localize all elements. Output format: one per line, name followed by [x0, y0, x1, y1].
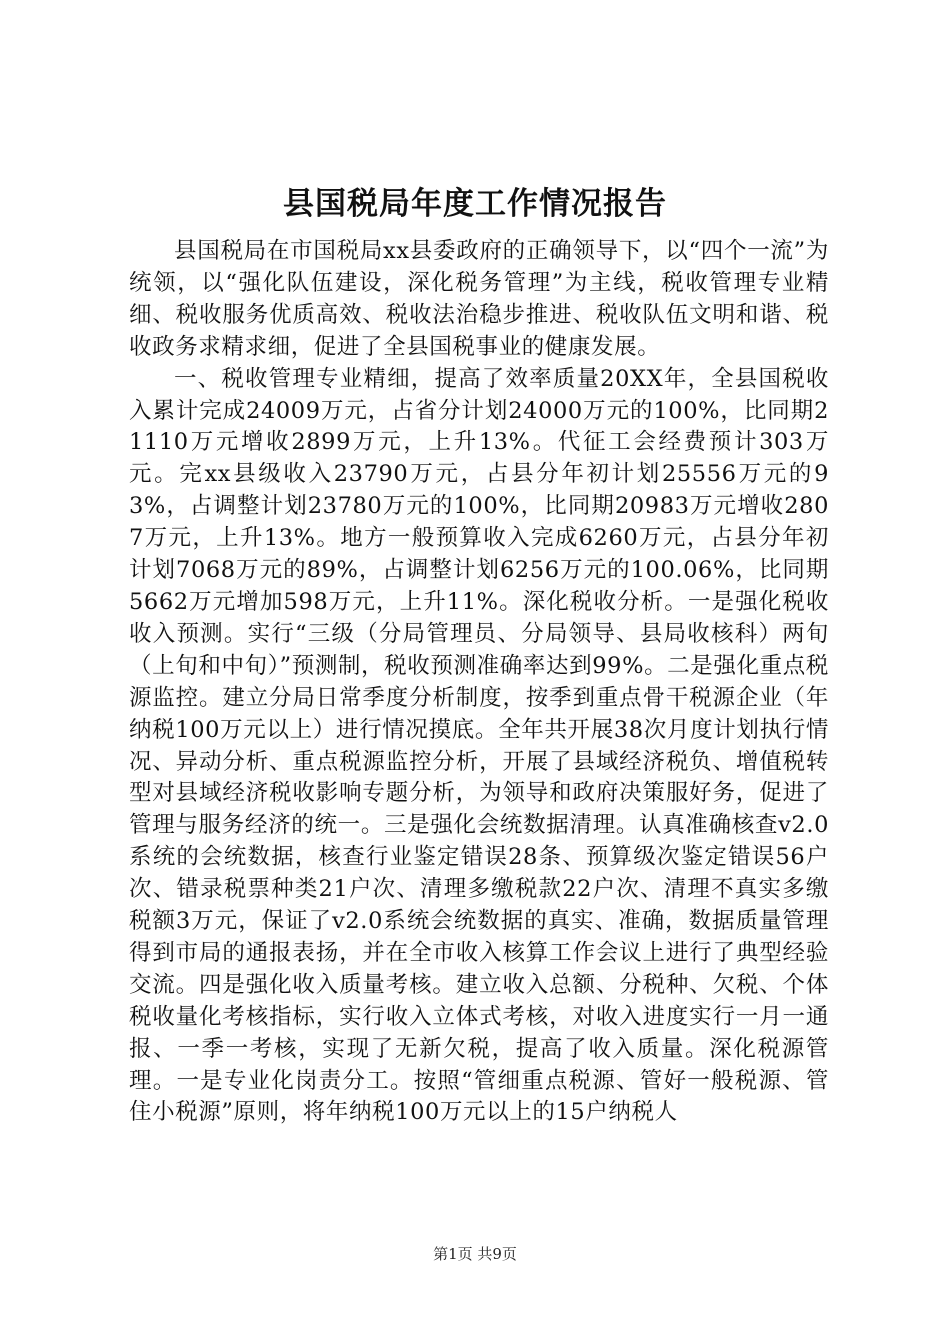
document-body	[129, 236, 829, 1129]
document-title: 县国税局年度工作情况报告	[283, 186, 667, 222]
page-number-footer: 第1页 共9页	[433, 1245, 517, 1263]
paragraph-intro: 县国税局在市国税局xx县委政府的正确领导下，以“四个一流”为统领，以“强化队伍建设，深化税务管理”为主线，税收管理专业精细、税收服务优质高效、税收法治稳步推进、税收队伍文明和谐、税收政务求精求细，促进了全县国税事业的健康发展。	[129, 238, 829, 360]
paragraph-tax-management: 一、税收管理专业精细，提高了效率质量20XX年，全县国税收入累计完成24009万元，占省分计划24000万元的100%，比同期21110万元增收2899万元，上升13%。代征工会经费预计303万元。完xx县级收入23790万元，占县分年初计划25556万元的93%，占调整计划23780万元的100%，比同期20983万元增收2807万元，上升13%。地方一般预算收入完成6260万元，占县分年初计划7068万元的89%，占调整计划6256万元的100.06%，比同期5662万元增加598万元，上升11%。深化税收分析。一是强化税收收入预测。实行“三级（分局管理员、分局领导、县局收核科）两旬（上旬和中旬）”预测制，税收预测准确率达到99%。二是强化重点税源监控。建立分局日常季度分析制度，按季到重点骨干税源企业（年纳税100万元以上）进行情况摸底。全年共开展38次月度计划执行情况、异动分析、重点税源监控分析，开展了县域经济税负、增值税转型对县域经济税收影响专题分析，为领导和政府决策服好务，促进了管理与服务经济的统一。三是强化会统数据清理。认真准确核查v2.0系统的会统数据，核查行业鉴定错误28条、预算级次鉴定错误56户次、错录税票种类21户次、清理多缴税款22户次、清理不真实多缴税额3万元，保证了v2.0系统会统数据的真实、准确，数据质量管理得到市局的通报表扬，并在全市收入核算工作会议上进行了典型经验交流。四是强化收入质量考核。建立收入总额、分税种、欠税、个体税收量化考核指标，实行收入立体式考核，对收入进度实行一月一通报、一季一考核，实现了无新欠税，提高了收入质量。深化税源管理。一是专业化岗责分工。按照“管细重点税源、管好一般税源、管住小税源”原则，将年纳税100万元以上的15户纳税人	[129, 365, 829, 1126]
